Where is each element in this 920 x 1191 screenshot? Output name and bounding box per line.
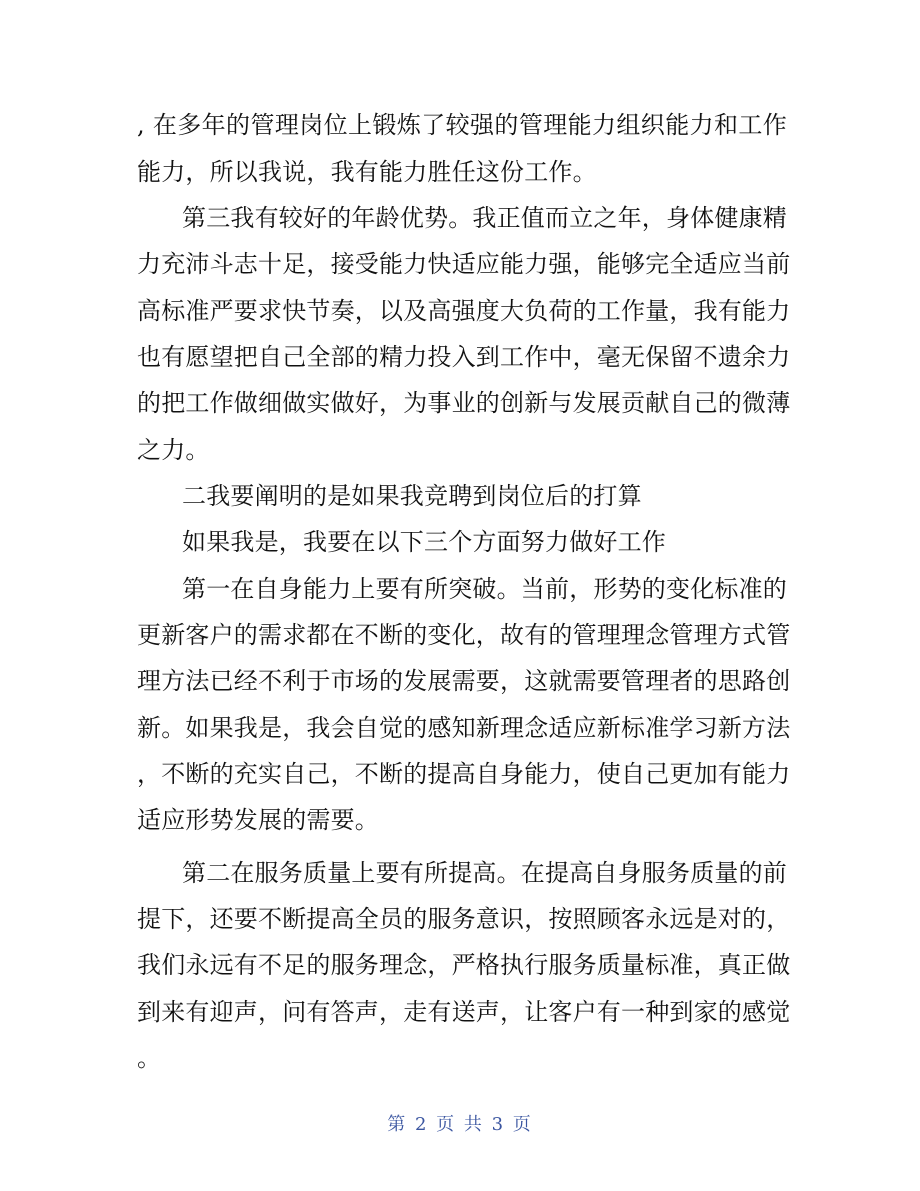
text-line: 适应形势发展的需要。 [137, 806, 379, 834]
text-line: , 在多年的管理岗位上锻炼了较强的管理能力组织能力和工作 [137, 111, 787, 139]
text-line: 高标准严要求快节奏，以及高强度大负荷的工作量，我有能力 [137, 297, 791, 325]
text-line: 。 [137, 1044, 162, 1072]
text-line: 的把工作做细做实做好，为事业的创新与发展贡献自己的微薄 [137, 389, 791, 417]
text-line: 第三我有较好的年龄优势。我正值而立之年，身体健康精 [182, 204, 787, 232]
text-line: ，不断的充实自己，不断的提高自身能力，使自己更加有能力 [137, 760, 791, 788]
section-heading: 二我要阐明的是如果我竞聘到岗位后的打算 [182, 482, 642, 510]
text-line: 力充沛斗志十足，接受能力快适应能力强，能够完全适应当前 [137, 250, 791, 278]
text-line: 第一在自身能力上要有所突破。当前，形势的变化标准的 [182, 575, 787, 603]
text-line: 更新客户的需求都在不断的变化，故有的管理理念管理方式管 [137, 621, 791, 649]
text-line: 到来有迎声，问有答声，走有送声，让客户有一种到家的感觉 [137, 998, 791, 1026]
text-line: 第二在服务质量上要有所提高。在提高自身服务质量的前 [182, 859, 787, 887]
text-line: 之力。 [137, 436, 210, 464]
text-line: 我们永远有不足的服务理念，严格执行服务质量标准，真正做 [137, 951, 791, 979]
text-line: 如果我是，我要在以下三个方面努力做好工作 [182, 528, 666, 556]
text-line: 提下，还要不断提高全员的服务意识，按照顾客永远是对的， [137, 905, 791, 933]
page-footer: 第 2 页 共 3 页 [387, 1114, 533, 1135]
text-line: 也有愿望把自己全部的精力投入到工作中，毫无保留不遗余力 [137, 343, 791, 371]
text-line: 理方法已经不利于市场的发展需要，这就需要管理者的思路创 [137, 667, 791, 695]
text-line: 新。如果我是，我会自觉的感知新理念适应新标准学习新方法 [137, 714, 791, 742]
text-line: 能力，所以我说，我有能力胜任这份工作。 [137, 158, 597, 186]
